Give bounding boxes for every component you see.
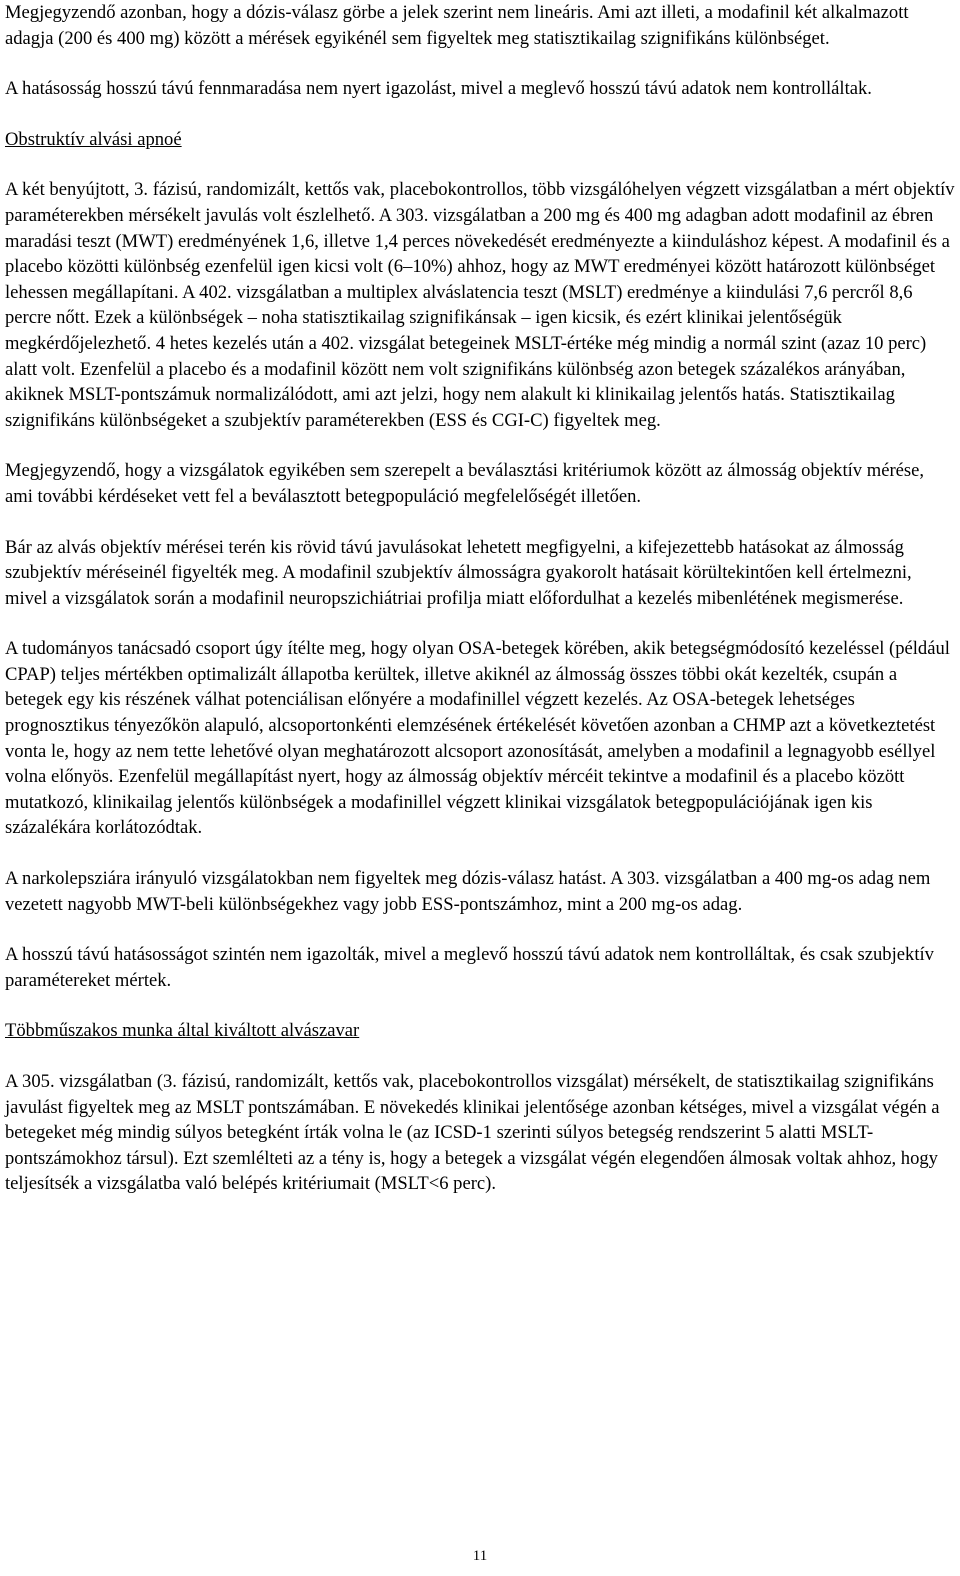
paragraph-long-term-subjective: A hosszú távú hatásosságot szintén nem igazolták, mivel a meglevő hosszú távú adatok nem kontrolláltak, és csak szubjektív paramétereket mértek.: [5, 944, 934, 991]
paragraph-advisory-group: A tudományos tanácsadó csoport úgy ítélte meg, hogy olyan OSA-betegek körében, akik betegségmódosító kezeléssel (például CPAP) teljes mértékben optimalizált állapotba kerültek, illetve akiknél az álmosság összes többi okát kezelték, csupán a betegek egy kis részének válhat potenciálisan előnyére a modafinillel végzett kezelés. Az OSA-betegek lehetséges prognosztikus tényezőkön alapuló, alcsoportonkénti elemzésének értékelését követően azonban a CHMP azt a következtetést vonta le, hogy az nem tette lehetővé olyan meghatározott alcsoport azonosítását, amelyben a modafinil a legnagyobb eséllyel volna előnyös. Ezenfelül megállapítást nyert, hogy az álmosság objektív mércéit tekintve a modafinil és a placebo között mutatkozó, klinikailag jelentős különbségek a modafinillel végzett klinikai vizsgálatok betegpopulációjának igen kis százalékára korlátozódtak.: [5, 638, 950, 839]
paragraph-dose-response: Megjegyzendő azonban, hogy a dózis-válasz görbe a jelek szerint nem lineáris. Ami azt illeti, a modafinil két alkalmazott adagja (200 és 400 mg) között a mérések egyikénél sem figyeltek meg statisztikailag szignifikáns különbséget.: [5, 2, 909, 49]
paragraph-narcolepsy-dose: A narkolepsziára irányuló vizsgálatokban nem figyeltek meg dózis-válasz hatást. A 303. vizsgálatban a 400 mg-os adag nem vezetett nagyobb MWT-beli különbségekhez vagy jobb ESS-pontszámhoz, mint a 200 mg-os adag.: [5, 868, 931, 915]
paragraph-inclusion-criteria: Megjegyzendő, hogy a vizsgálatok egyikében sem szerepelt a beválasztási kritériumok között az álmosság objektív mérése, ami további kérdéseket vett fel a beválasztott betegpopuláció megfelelőségét illetően.: [5, 460, 925, 507]
paragraph-study-305: A 305. vizsgálatban (3. fázisú, randomizált, kettős vak, placebokontrollos vizsgálat) mérsékelt, de statisztikailag szignifikáns javulást figyeltek meg az MSLT pontszámában. E növekedés klinikai jelentősége azonban kétséges, mivel a vizsgálat végén a betegeket még mindig súlyos betegként írták volna le (az ICSD-1 szerinti súlyos betegség rendszerint 5 alatti MSLT-pontszámokhoz társul). Ezt szemlélteti az a tény is, hogy a betegek a vizsgálat végén elegendően álmosak voltak ahhoz, hogy teljesítsék a vizsgálatba való belépés kritériumait (MSLT<6 perc).: [5, 1071, 940, 1195]
page-number: 11: [472, 1548, 488, 1564]
paragraph-long-term-efficacy: A hatásosság hosszú távú fennmaradása nem nyert igazolást, mivel a meglevő hosszú távú adatok nem kontrolláltak.: [5, 78, 872, 100]
document-page: [5, 0, 955, 1197]
paragraph-subjective-measures: Bár az alvás objektív mérései terén kis rövid távú javulásokat lehetett megfigyelni, a kifejezettebb hatásokat az álmosság szubjektív méréseinél figyelték meg. A modafinil szubjektív álmosságra gyakorolt hatásait körültekintően kell értelmezni, mivel a vizsgálatok során a modafinil neuropszichiátriai profilja miatt előfordulhat a kezelés mibenlétének megismerése.: [5, 536, 912, 609]
section-heading-shift-work: Többműszakos munka által kiváltott alvászavar: [5, 1020, 360, 1042]
paragraph-osa-trials: A két benyújtott, 3. fázisú, randomizált, kettős vak, placebokontrollos, több vizsgálóhelyen végzett vizsgálatban a mért objektív paraméterekben mérsékelt javulás volt észlelhető. A 303. vizsgálatban a 200 mg és 400 mg adagban adott modafinil az ébren maradási teszt (MWT) eredményének 1,6, illetve 1,4 perces növekedését eredményezte a kiinduláshoz képest. A modafinil és a placebo közötti különbség ezenfelül igen kicsi volt (6–10%) ahhoz, hogy az MWT eredményei között határozott különbséget lehessen megállapítani. A 402. vizsgálatban a multiplex alváslatencia teszt (MSLT) eredménye a kiindulási 7,6 percről 8,6 percre nőtt. Ezek a különbségek – noha statisztikailag szignifikánsak – igen kicsik, és ezért klinikai jelentőségük megkérdőjelezhető. 4 hetes kezelés után a 402. vizsgálat betegeinek MSLT-értéke még mindig a normál szint (azaz 10 perc) alatt volt. Ezenfelül a placebo és a modafinil között nem volt szignifikáns különbség azon betegek százalékos arányában, akiknek MSLT-pontszámuk normalizálódott, ami azt jelzi, hogy nem alakult ki klinikailag jelentős hatás. Statisztikailag szignifikáns különbségeket a szubjektív paraméterekben (ESS és CGI-C) figyeltek meg.: [5, 179, 955, 431]
section-heading-osa: Obstruktív alvási apnoé: [5, 128, 182, 150]
